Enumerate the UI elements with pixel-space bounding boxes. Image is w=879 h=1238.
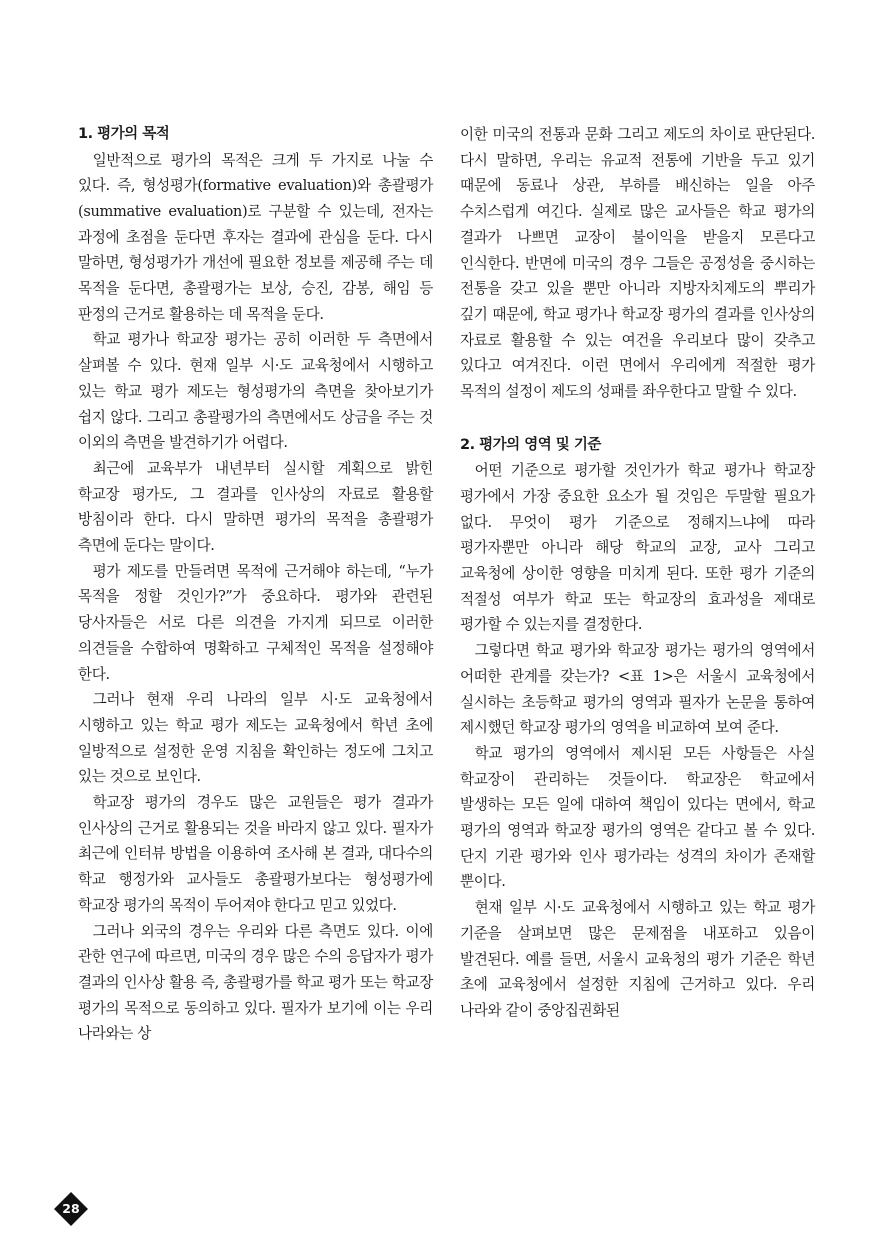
paragraph: 학교 평가나 학교장 평가는 공히 이러한 두 측면에서 살펴볼 수 있다. 현재 일부 시·도 교육청에서 시행하고 있는 학교 평가 제도는 형성평가의 측면을 찾아보기가 쉽지 않다. 그리고 총괄평가의 측면에서도 상금을 주는 것 이외의 측면을 발견하기가 어렵다. bbox=[78, 331, 433, 452]
paragraph: 학교장 평가의 경우도 많은 교원들은 평가 결과가 인사상의 근거로 활용되는 것을 바라지 않고 있다. 필자가 최근에 인터뷰 방법을 이용하여 조사해 본 결과, 대다수의 학교 행정가와 교사들도 총괄평가보다는 형성평가에 학교장 평가의 목적이 두어져야 한다고 믿고 있었다. bbox=[78, 794, 433, 914]
page-number-badge bbox=[55, 1193, 87, 1225]
paragraph: 최근에 교육부가 내년부터 실시할 계획으로 밝힌 학교장 평가도, 그 결과를 인사상의 자료로 활용할 방침이라 한다. 다시 말하면 평가의 목적을 총괄평가 측면에 둔다는 말이다. bbox=[78, 459, 433, 555]
section-spacer bbox=[460, 405, 815, 433]
paragraph: 학교 평가의 영역에서 제시된 모든 사항들은 사실 학교장이 관리하는 것들이다. 학교장은 학교에서 발생하는 모든 일에 대하여 책임이 있다는 면에서, 학교 평가의 영역과 학교장 평가의 영역은 같다고 볼 수 있다. 단지 기관 평가와 인사 평가라는 성격의 차이가 존재할 뿐이다. bbox=[460, 744, 815, 891]
paragraph: 일반적으로 평가의 목적은 크게 두 가지로 나눌 수 있다. 즉, 형성평가(formative evaluation)와 총괄평가(summative evaluation)로 구분할 수 있는데, 전자는 과정에 초점을 둔다면 후자는 결과에 관심을 둔다. 다시 말하면, 형성평가가 개선에 필요한 정보를 제공해 주는 데 목적을 둔다면, 총괄평가는 보상, 승진, 감봉, 해임 등 판정의 근거로 활용하는 데 목적을 둔다. bbox=[78, 151, 433, 323]
paragraph: 어떤 기준으로 평가할 것인가가 학교 평가나 학교장 평가에서 가장 중요한 요소가 될 것임은 두말할 필요가 없다. 무엇이 평가 기준으로 정해지느냐에 따라 평가자뿐만 아니라 해당 학교의 교장, 교사 그리고 교육청에 상이한 영향을 미치게 된다. 또한 평가 기준의 적절성 여부가 학교 또는 학교장의 효과성을 제대로 평가할 수 있는지를 결정한다. bbox=[460, 462, 815, 634]
left-column bbox=[78, 122, 433, 1047]
continued-paragraph: 이한 미국의 전통과 문화 그리고 제도의 차이로 판단된다. 다시 말하면, 우리는 유교적 전통에 기반을 두고 있기 때문에 동료나 상관, 부하를 배신하는 일을 아주 수치스럽게 여긴다. 실제로 많은 교사들은 학교 평가의 결과가 나쁘면 교장이 불이익을 받을지 모른다고 인식한다. 반면에 미국의 경우 그들은 공정성을 중시하는 전통을 갖고 있을 뿐만 아니라 지방자치제도의 뿌리가 깊기 때문에, 학교 평가나 학교장 평가의 결과를 인사상의 자료로 활용할 수 있는 여건을 우리보다 많이 갖추고 있다고 여겨진다. 이런 면에서 우리에게 적절한 평가 목적의 설정이 제도의 성패를 좌우한다고 말할 수 있다. bbox=[460, 126, 815, 401]
section-heading-areas-criteria: 2. 평가의 영역 및 기준 bbox=[460, 436, 601, 453]
right-column bbox=[460, 122, 815, 1024]
paragraph: 그렇다면 학교 평가와 학교장 평가는 평가의 영역에서 어떠한 관계를 갖는가? <표 1>은 서울시 교육청에서 실시하는 초등학교 평가의 영역과 필자가 논문을 통하여 제시했던 학교장 평가의 영역을 비교하여 보여 준다. bbox=[460, 642, 815, 737]
paragraph: 평가 제도를 만들려면 목적에 근거해야 하는데, “누가 목적을 정할 것인가?”가 중요하다. 평가와 관련된 당사자들은 서로 다른 의견을 가지게 되므로 이러한 의견들을 수합하여 명확하고 구체적인 목적을 설정해야 한다. bbox=[78, 562, 433, 683]
paragraph: 그러나 현재 우리 나라의 일부 시·도 교육청에서 시행하고 있는 학교 평가 제도는 교육청에서 학년 초에 일방적으로 설정한 운영 지침을 확인하는 정도에 그치고 있는 것으로 보인다. bbox=[78, 691, 433, 786]
section-heading-purpose: 1. 평가의 목적 bbox=[78, 126, 170, 142]
page-number: 28 bbox=[62, 1201, 80, 1216]
paragraph: 현재 일부 시·도 교육청에서 시행하고 있는 학교 평가 기준을 살펴보면 많은 문제점을 내포하고 있음이 발견된다. 예를 들면, 서울시 교육청의 평가 기준은 학년 초에 교육청에서 설정한 지침에 근거하고 있다. 우리 나라와 같이 중앙집권화된 bbox=[460, 899, 815, 1019]
paragraph: 그러나 외국의 경우는 우리와 다른 측면도 있다. 이에 관한 연구에 따르면, 미국의 경우 많은 수의 응답자가 평가 결과의 인사상 활용 즉, 총괄평가를 학교 평가 또는 학교장 평가의 목적으로 동의하고 있다. 필자가 보기에 이는 우리 나라와는 상 bbox=[78, 922, 433, 1043]
